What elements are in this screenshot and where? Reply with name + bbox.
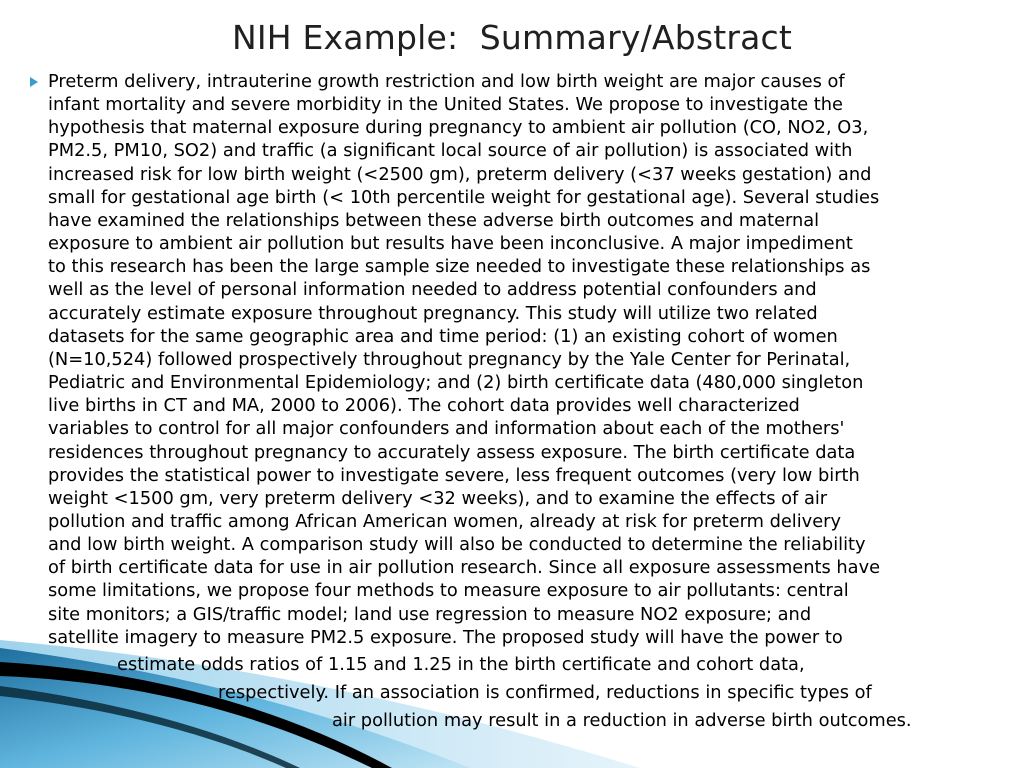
slide-title: NIH Example: Summary/Abstract	[231, 18, 793, 57]
body-line: of birth certificate data for use in air pollution research. Since all exposure assessments have	[48, 557, 881, 579]
body-line: well as the level of personal information needed to address potential confounders and	[48, 279, 817, 301]
body-line: site monitors; a GIS/traffic model; land use regression to measure NO2 exposure; and	[48, 603, 812, 625]
body-line: and low birth weight. A comparison study will also be conducted to determine the reliability	[48, 534, 866, 556]
body-line-indented: estimate odds ratios of 1.15 and 1.25 in the birth certificate and cohort data,	[117, 654, 805, 675]
body-line: residences throughout pregnancy to accurately assess exposure. The birth certificate data	[48, 441, 856, 463]
body-line: (N=10,524) followed prospectively throughout pregnancy by the Yale Center for Perinatal,	[48, 348, 851, 370]
body-line: increased risk for low birth weight (<2500 gm), preterm delivery (<37 weeks gestation) and	[48, 163, 872, 185]
bullet-arrow-icon	[30, 77, 38, 87]
body-line: to this research has been the large sample size needed to investigate these relationships as	[48, 256, 871, 278]
body-line: pollution and traffic among African American women, already at risk for preterm delivery	[48, 510, 841, 532]
body-line: satellite imagery to measure PM2.5 exposure. The proposed study will have the power to	[48, 626, 843, 648]
body-line-indented: air pollution may result in a reduction in adverse birth outcomes.	[332, 710, 912, 731]
body-line: exposure to ambient air pollution but results have been inconclusive. A major impediment	[48, 233, 853, 255]
body-line: PM2.5, PM10, SO2) and traffic (a significant local source of air pollution) is associated with	[48, 140, 853, 162]
body-line: Pediatric and Environmental Epidemiology; and (2) birth certificate data (480,000 singleton	[48, 372, 864, 394]
body-line: hypothesis that maternal exposure during pregnancy to ambient air pollution (CO, NO2, O3,	[48, 117, 869, 139]
body-line: small for gestational age birth (< 10th percentile weight for gestational age). Several studies	[48, 186, 880, 208]
body-line: Preterm delivery, intrauterine growth restriction and low birth weight are major causes of	[48, 71, 845, 92]
abstract-body	[48, 70, 1023, 649]
body-line: provides the statistical power to investigate severe, less frequent outcomes (very low birth	[48, 464, 860, 486]
body-line: weight <1500 gm, very preterm delivery <32 weeks), and to examine the effects of air	[48, 487, 828, 509]
body-line: variables to control for all major confounders and information about each of the mothers'	[48, 418, 845, 440]
body-line: infant mortality and severe morbidity in the United States. We propose to investigate the	[48, 94, 843, 116]
body-line: accurately estimate exposure throughout pregnancy. This study will utilize two related	[48, 302, 818, 324]
body-line: some limitations, we propose four methods to measure exposure to air pollutants: central	[48, 580, 849, 602]
body-line: live births in CT and MA, 2000 to 2006). The cohort data provides well characterized	[48, 395, 800, 417]
body-line: have examined the relationships between these adverse birth outcomes and maternal	[48, 209, 820, 231]
body-line-indented: respectively. If an association is confirmed, reductions in specific types of	[218, 682, 872, 703]
body-line: datasets for the same geographic area and time period: (1) an existing cohort of women	[48, 325, 838, 347]
